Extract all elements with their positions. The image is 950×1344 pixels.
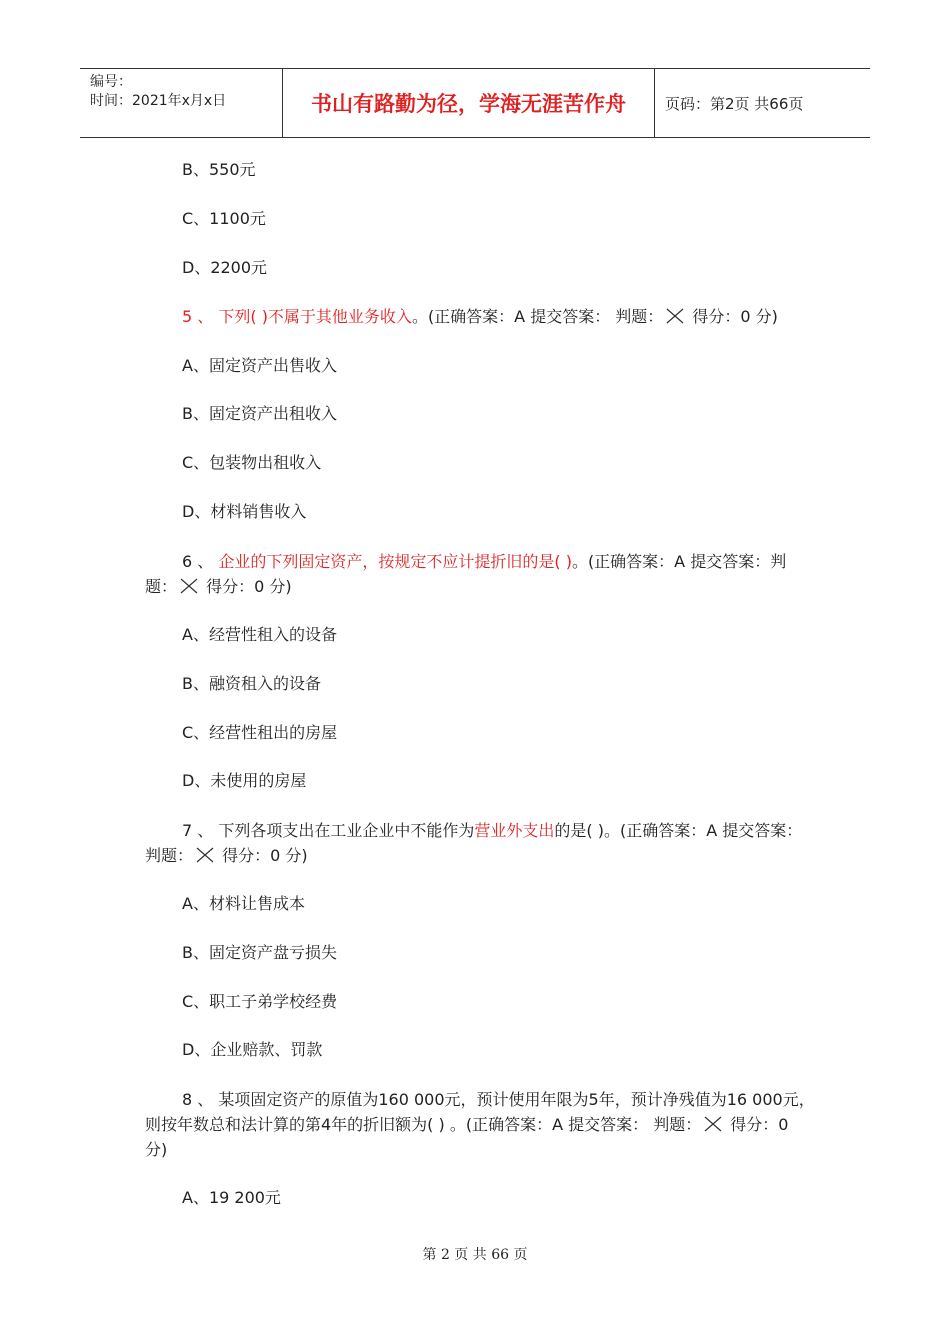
q7-stem-highlight: 营业外支出: [474, 821, 555, 840]
q8-number: 8 、: [182, 1090, 219, 1109]
header-time-label: 时间：2021年x月x日: [90, 93, 227, 109]
q6-option-d: D、未使用的房屋: [182, 771, 307, 790]
question-7: [145, 818, 815, 868]
wrong-mark-icon: [704, 1116, 722, 1132]
q6-option-a: A、经营性租入的设备: [182, 625, 337, 644]
q6-option-c: C、经营性租出的房屋: [182, 723, 338, 742]
q5-option-a: A、固定资产出售收入: [182, 356, 337, 375]
header-page-label: 页码：第2页 共66页: [665, 94, 804, 113]
q7-option-c: C、职工子弟学校经费: [182, 992, 338, 1011]
q7-option-d: D、企业赔款、罚款: [182, 1040, 323, 1059]
q5-option-d: D、材料销售收入: [182, 502, 307, 521]
page-footer: 第 2 页 共 66 页: [422, 1247, 528, 1263]
wrong-mark-icon: [666, 308, 684, 324]
header-left-cell: [80, 69, 282, 137]
q6-number: 6 、: [182, 552, 219, 571]
q5-score: 得分：0 分): [687, 307, 778, 326]
q6-option-b: B、融资租入的设备: [182, 674, 321, 693]
header-number-label: 编号：: [90, 74, 132, 90]
q4-option-c: C、1100元: [182, 209, 266, 228]
q5-stem: 下列( )不属于其他业务收入: [218, 307, 412, 326]
q7-option-b: B、固定资产盘亏损失: [182, 943, 337, 962]
wrong-mark-icon: [196, 847, 214, 863]
q5-number: 5 、: [182, 307, 219, 326]
header-motto: 书山有路勤为径，学海无涯苦作舟: [282, 69, 655, 137]
q5-answer-info: 。(正确答案：A 提交答案： 判题：: [411, 307, 664, 326]
q6-stem: 企业的下列固定资产，按规定不应计提折旧的是( ): [218, 552, 572, 571]
q6-answer-info: 。(正确答案：A 提交答案：判题：: [145, 552, 787, 596]
question-6: [145, 549, 815, 599]
q8-stem: 某项固定资产的原值为160 000元，预计使用年限为5年，预计净残值为16 000元，则按年数总和法计算的第4年的折旧额为( ) 。(正确答案：A 提交答案： 判题：: [145, 1090, 815, 1134]
q4-option-b: B、550元: [182, 160, 256, 179]
q8-option-a: A、19 200元: [182, 1188, 281, 1207]
q5-option-c: C、包装物出租收入: [182, 453, 322, 472]
q6-score: 得分：0 分): [201, 577, 292, 596]
wrong-mark-icon: [180, 578, 198, 594]
q7-stem-a: 下列各项支出在工业企业中不能作为: [218, 821, 475, 840]
q4-option-d: D、2200元: [182, 258, 268, 277]
q8-score: 得分：0 分): [145, 1115, 789, 1159]
q7-number: 7 、: [182, 821, 219, 840]
question-8: [145, 1087, 815, 1162]
page-header: [80, 68, 870, 138]
q5-option-b: B、固定资产出租收入: [182, 404, 337, 423]
q7-stem-b: 的是( )。(正确答案：A 提交答案： 判题：: [145, 821, 803, 865]
q7-score: 得分：0 分): [217, 846, 308, 865]
question-5: [145, 304, 815, 329]
q7-option-a: A、材料让售成本: [182, 894, 305, 913]
